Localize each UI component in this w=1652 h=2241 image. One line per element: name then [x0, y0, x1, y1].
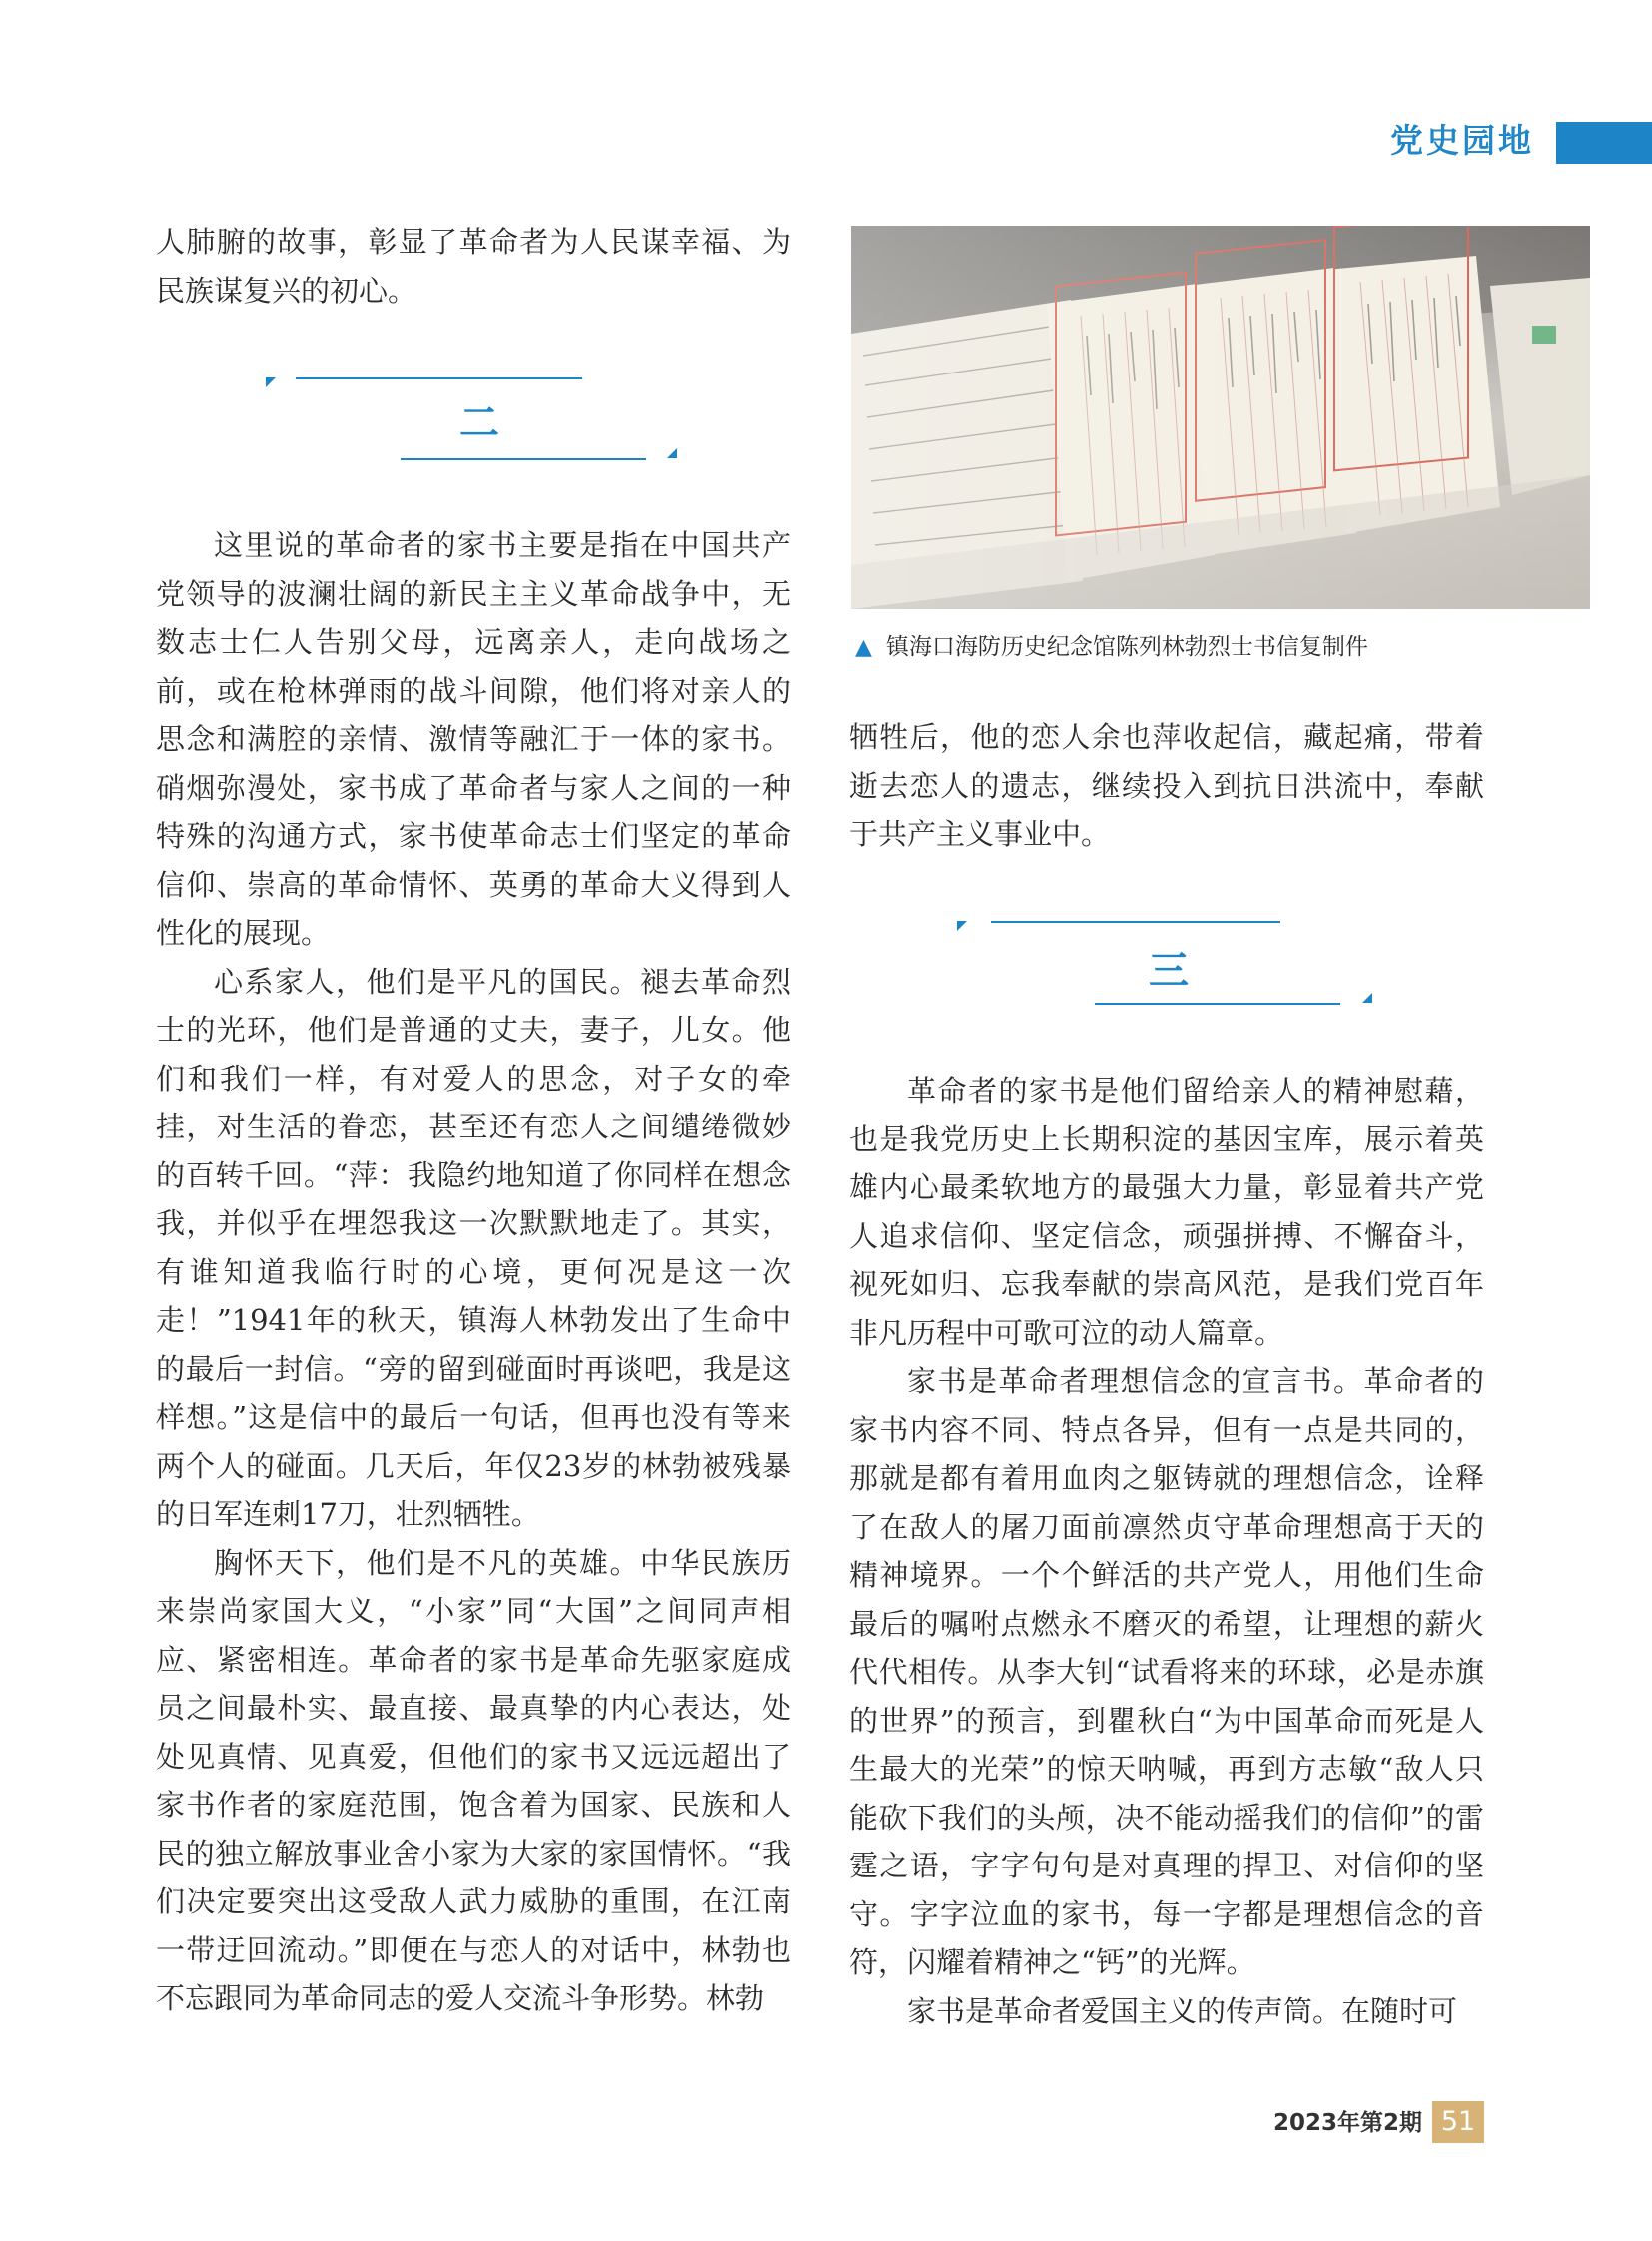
divider-line: [401, 458, 646, 460]
section-title: 党史园地: [1390, 121, 1534, 160]
paragraph: 人肺腑的故事，彰显了革命者为人民谋幸福、为民族谋复兴的初心。: [156, 225, 791, 308]
paragraph: 这里说的革命者的家书主要是指在中国共产党领导的波澜壮阔的新民主主义革命战争中，无数志士仁人告别父母，远离亲人，走向战场之前，或在枪林弹雨的战斗间隙，他们将对亲人的思念和满腔的亲情、激情等融汇于一体的家书。硝烟弥漫处，家书成了革命者与家人之间的一种特殊的沟通方式，家书使革命志士们坚定的革命信仰、崇高的革命情怀、英勇的革命大义得到人性化的展现。: [156, 528, 791, 950]
paragraph: 牺牲后，他的恋人余也萍收起信，藏起痛，带着逝去恋人的遗志，继续投入到抗日洪流中，奉献于共产主义事业中。: [849, 720, 1484, 851]
corner-mark: [957, 921, 967, 931]
photo-caption: [855, 627, 1594, 667]
left-column-intro: [156, 218, 791, 315]
divider-line: [1095, 1003, 1340, 1005]
left-column-body: [156, 521, 791, 2023]
divider-line: [296, 377, 582, 379]
triangle-icon: ▲: [855, 635, 872, 660]
letter-photo: [851, 226, 1590, 609]
corner-mark: [667, 448, 677, 458]
header-color-bar: [1556, 122, 1652, 164]
paragraph: 家书是革命者理想信念的宣言书。革命者的家书内容不同、特点各异，但有一点是共同的，那就是都有着用血肉之躯铸就的理想信念，诠释了在敌人的屠刀面前凛然贞守革命理想高于天的精神境界。一个个鲜活的共产党人，用他们生命最后的嘱咐点燃永不磨灭的希望，让理想的薪火代代相传。从李大钊“试看将来的环球，必是赤旗的世界”的预言，到瞿秋白“为中国革命而死是人生最大的光荣”的惊天呐喊，再到方志敏“敌人只能砍下我们的头颅，决不能动摇我们的信仰”的雷霆之语，字字句句是对真理的捍卫、对信仰的坚守。字字泣血的家书，每一字都是理想信念的音符，闪耀着精神之“钙”的光辉。: [849, 1364, 1484, 1979]
paragraph: 心系家人，他们是平凡的国民。褪去革命烈士的光环，他们是普通的丈夫，妻子，儿女。他们和我们一样，有对爱人的思念，对子女的牵挂，对生活的眷恋，甚至还有恋人之间缱绻微妙的百转千回。“萍：我隐约地知道了你同样在想念我，并似乎在埋怨我这一次默默地走了。其实，有谁知道我临行时的心境，更何况是这一次走！”1941年的秋天，镇海人林勃发出了生命中的最后一封信。“旁的留到碰面时再谈吧，我是这样想。”这是信中的最后一句话，但再也没有等来两个人的碰面。几天后，年仅23岁的林勃被残暴的日军连刺17刀，壮烈牺牲。: [156, 964, 791, 1531]
corner-mark: [266, 377, 276, 387]
paragraph: 革命者的家书是他们留给亲人的精神慰藉，也是我党历史上长期积淀的基因宝库，展示着英雄内心最柔软地方的最强大力量，彰显着共产党人追求信仰、坚定信念，顽强拼搏、不懈奋斗，视死如归、忘我奉献的崇高风范，是我们党百年非凡历程中可歌可泣的动人篇章。: [849, 1074, 1484, 1350]
right-column-intro: [849, 713, 1484, 859]
issue-label: 2023年第2期: [1272, 2110, 1422, 2136]
page-number: 51: [1432, 2101, 1484, 2143]
caption-text: 镇海口海防历史纪念馆陈列林勃烈士书信复制件: [885, 634, 1368, 660]
section-numeral: 二: [459, 400, 499, 446]
corner-mark: [1362, 993, 1372, 1003]
paragraph: 家书是革命者爱国主义的传声筒。在随时可: [907, 1993, 1458, 2028]
section-numeral: 三: [1149, 948, 1189, 994]
divider-line: [991, 921, 1280, 923]
right-column-body: [849, 1067, 1484, 2035]
paragraph: 胸怀天下，他们是不凡的英雄。中华民族历来崇尚家国大义，“小家”同“大国”之间同声相应、紧密相连。革命者的家书是革命先驱家庭成员之间最朴实、最直接、最真挚的内心表达，处处见真情、见真爱，但他们的家书又远远超出了家书作者的家庭范围，饱含着为国家、民族和人民的独立解放事业舍小家为大家的家国情怀。“我们决定要突出这受敌人武力威胁的重围，在江南一带迂回流动。”即便在与恋人的对话中，林勃也不忘跟同为革命同志的爱人交流斗争形势。林勃: [156, 1545, 791, 2015]
